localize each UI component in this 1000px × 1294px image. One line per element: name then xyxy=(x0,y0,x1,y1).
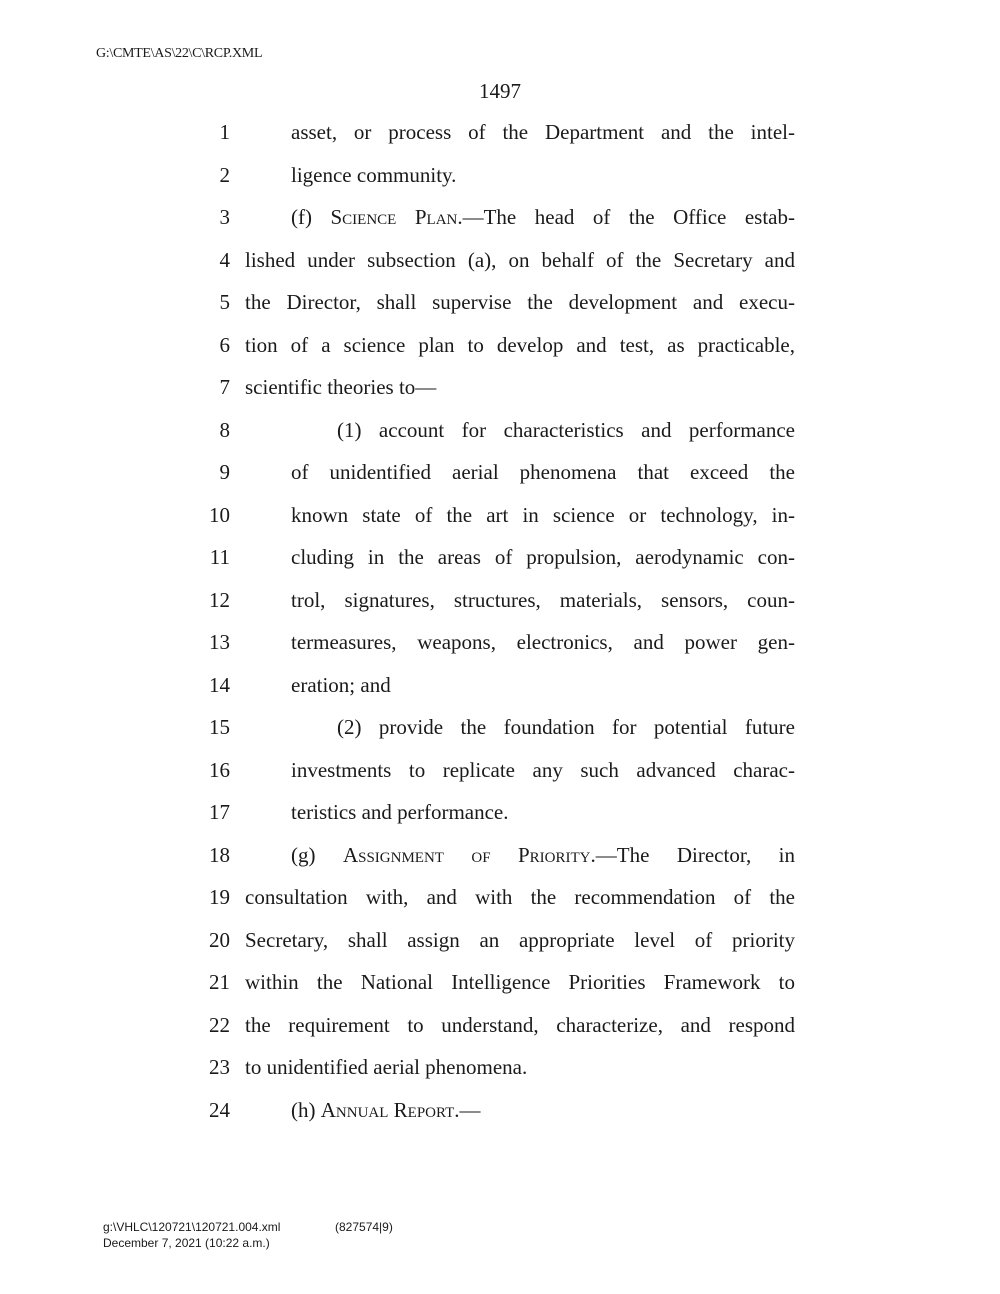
line-text: known state of the art in science or technology, in- xyxy=(291,503,795,527)
line-number: 9 xyxy=(219,460,230,484)
text-line xyxy=(0,457,1000,487)
text-line xyxy=(0,1052,1000,1082)
text-line xyxy=(0,500,1000,530)
line-number: 20 xyxy=(209,928,230,952)
text-line xyxy=(0,330,1000,360)
footer-file-line xyxy=(103,1220,393,1234)
footer-doc-id: (827574|9) xyxy=(335,1220,393,1234)
line-text: (2) provide the foundation for potential future xyxy=(337,715,795,739)
text-line xyxy=(0,160,1000,190)
line-number: 10 xyxy=(209,503,230,527)
footer-file-path: g:\VHLC\120721\120721.004.xml xyxy=(103,1220,281,1234)
text-line xyxy=(0,1095,1000,1125)
line-number: 17 xyxy=(209,800,230,824)
line-text: the requirement to understand, characterize, and respond xyxy=(245,1013,795,1037)
text-line xyxy=(0,415,1000,445)
line-number: 22 xyxy=(209,1013,230,1037)
line-text: teristics and performance. xyxy=(291,800,509,824)
line-text: Secretary, shall assign an appropriate level of priority xyxy=(245,928,795,952)
text-line xyxy=(0,372,1000,402)
line-text: investments to replicate any such advanced charac- xyxy=(291,758,795,782)
line-text: (1) account for characteristics and performance xyxy=(337,418,795,442)
subsection-label: (g) xyxy=(291,843,343,867)
subsection-heading: Annual Report. xyxy=(320,1098,460,1122)
line-text xyxy=(291,1095,795,1125)
line-text: ligence community. xyxy=(291,163,457,187)
page-number: 1497 xyxy=(479,79,521,103)
line-text-rest: — xyxy=(459,1098,481,1122)
text-line xyxy=(0,882,1000,912)
subsection-label: (h) xyxy=(291,1098,321,1122)
text-line xyxy=(0,670,1000,700)
line-number: 6 xyxy=(219,333,230,357)
line-number: 8 xyxy=(219,418,230,442)
text-line xyxy=(0,925,1000,955)
line-number: 1 xyxy=(219,120,230,144)
line-text: termeasures, weapons, electronics, and power gen- xyxy=(291,630,795,654)
line-text: consultation with, and with the recommendation of the xyxy=(245,885,795,909)
text-line xyxy=(0,117,1000,147)
line-text: eration; and xyxy=(291,673,391,697)
line-number: 24 xyxy=(209,1098,230,1122)
line-text xyxy=(291,840,795,870)
line-text: scientific theories to— xyxy=(245,375,437,399)
line-number: 12 xyxy=(209,588,230,612)
text-line xyxy=(0,287,1000,317)
text-line xyxy=(0,585,1000,615)
line-text: within the National Intelligence Priorities Framework to xyxy=(245,970,795,994)
line-number: 3 xyxy=(219,205,230,229)
text-line xyxy=(0,245,1000,275)
line-text: asset, or process of the Department and the intel- xyxy=(291,120,795,144)
line-text-rest: —The Director, in xyxy=(595,843,796,867)
line-text: cluding in the areas of propulsion, aerodynamic con- xyxy=(291,545,795,569)
text-line xyxy=(0,1010,1000,1040)
text-line xyxy=(0,712,1000,742)
subsection-label: (f) xyxy=(291,205,331,229)
text-line xyxy=(0,797,1000,827)
line-number: 7 xyxy=(219,375,230,399)
line-number: 18 xyxy=(209,843,230,867)
text-line xyxy=(0,755,1000,785)
line-text: to unidentified aerial phenomena. xyxy=(245,1055,528,1079)
subsection-heading: Science Plan. xyxy=(330,205,463,229)
subsection-heading: Assignment of Priority. xyxy=(342,843,596,867)
line-text: the Director, shall supervise the development and execu- xyxy=(245,290,795,314)
line-number: 19 xyxy=(209,885,230,909)
line-number: 4 xyxy=(219,248,230,272)
line-number: 16 xyxy=(209,758,230,782)
header-file-path: G:\CMTE\AS\22\C\RCP.XML xyxy=(96,46,263,61)
text-line xyxy=(0,542,1000,572)
text-line xyxy=(0,967,1000,997)
line-text: lished under subsection (a), on behalf of the Secretary and xyxy=(245,248,795,272)
line-number: 14 xyxy=(209,673,230,697)
line-number: 11 xyxy=(209,545,230,569)
line-number: 23 xyxy=(209,1055,230,1079)
line-text: tion of a science plan to develop and test, as practicable, xyxy=(245,333,795,357)
line-text-rest: —The head of the Office estab- xyxy=(462,205,795,229)
line-number: 5 xyxy=(219,290,230,314)
text-line xyxy=(0,202,1000,232)
line-number: 2 xyxy=(219,163,230,187)
text-line xyxy=(0,627,1000,657)
line-number: 13 xyxy=(209,630,230,654)
line-number: 15 xyxy=(209,715,230,739)
footer-date: December 7, 2021 (10:22 a.m.) xyxy=(103,1236,270,1250)
line-text: of unidentified aerial phenomena that exceed the xyxy=(291,460,795,484)
line-number: 21 xyxy=(209,970,230,994)
line-text xyxy=(291,202,795,232)
text-line xyxy=(0,840,1000,870)
line-text: trol, signatures, structures, materials, sensors, coun- xyxy=(291,588,795,612)
